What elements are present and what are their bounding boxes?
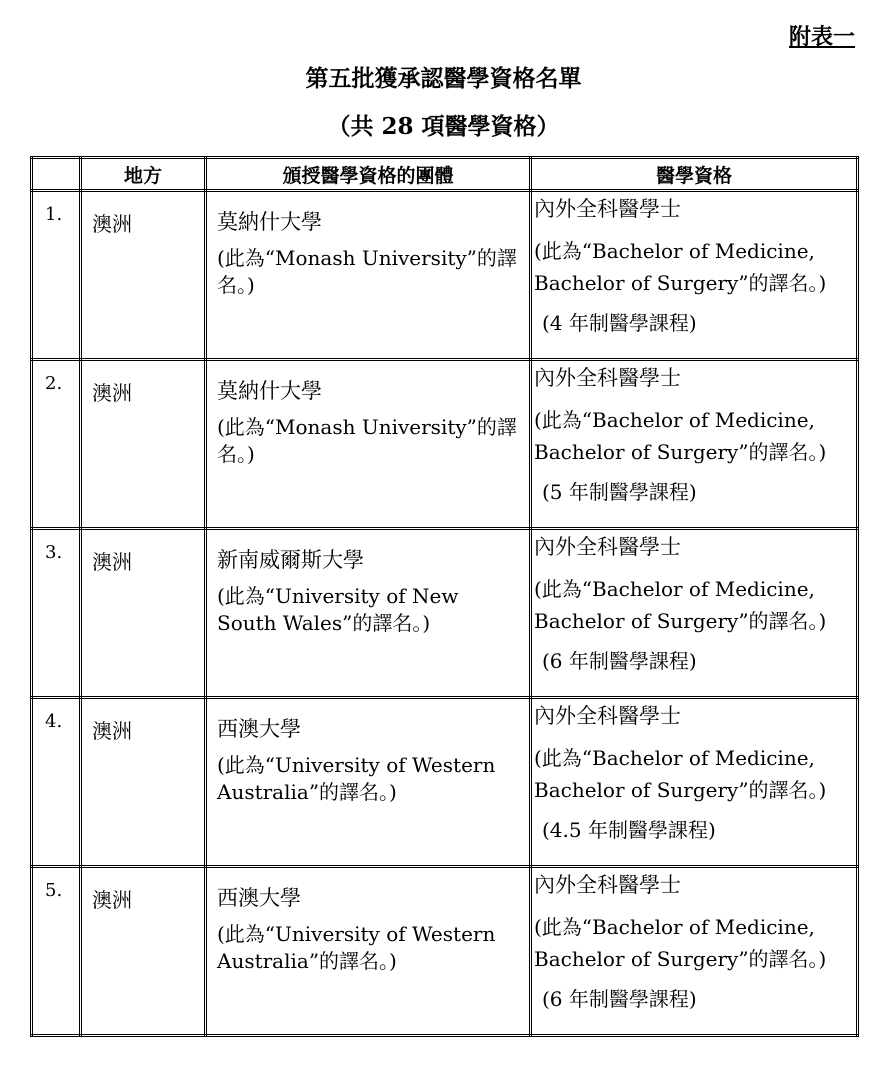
qualification-note: (此為“Bachelor of Medicine, Bachelor of Surgery”的譯名。) <box>534 577 827 634</box>
page-title: 第五批獲承認醫學資格名單 <box>305 65 582 92</box>
qualification-duration: (5 年制醫學課程) <box>542 480 697 505</box>
qualifications-table <box>30 156 859 1037</box>
row-number: 1. <box>45 204 63 225</box>
qualification-note: (此為“Bachelor of Medicine, Bachelor of Surgery”的譯名。) <box>534 239 827 296</box>
qualification-note: (此為“Bachelor of Medicine, Bachelor of Surgery”的譯名。) <box>534 915 827 972</box>
qualification-duration: (4.5 年制醫學課程) <box>542 818 716 843</box>
awarding-body-note: (此為“Monash University”的譯名。) <box>217 415 517 467</box>
row-location: 澳洲 <box>92 719 132 743</box>
qualification-note: (此為“Bachelor of Medicine, Bachelor of Surgery”的譯名。) <box>534 746 827 803</box>
header-number <box>32 158 81 191</box>
table-header-row <box>32 158 858 191</box>
header-awarding-body: 頒授醫學資格的團體 <box>206 158 531 191</box>
awarding-body-note: (此為“University of New South Wales”的譯名。) <box>217 584 459 636</box>
row-number: 5. <box>45 880 63 901</box>
row-location: 澳洲 <box>92 888 132 912</box>
page-subtitle: （共 28 項醫學資格） <box>327 113 560 140</box>
row-number: 3. <box>45 542 63 563</box>
qualification-name: 內外全科醫學士 <box>534 704 681 728</box>
qualification-name: 內外全科醫學士 <box>534 873 681 897</box>
awarding-body-note: (此為“Monash University”的譯名。) <box>217 246 517 298</box>
table-row <box>32 360 858 529</box>
qualification-duration: (6 年制醫學課程) <box>542 987 697 1012</box>
qualification-duration: (6 年制醫學課程) <box>542 649 697 674</box>
awarding-body-name: 西澳大學 <box>217 886 301 910</box>
row-number: 4. <box>45 711 63 732</box>
row-location: 澳洲 <box>92 381 132 405</box>
table-row <box>32 191 858 360</box>
row-location: 澳洲 <box>92 550 132 574</box>
qualification-note: (此為“Bachelor of Medicine, Bachelor of Surgery”的譯名。) <box>534 408 827 465</box>
row-location: 澳洲 <box>92 212 132 236</box>
qualification-name: 內外全科醫學士 <box>534 197 681 221</box>
table-row <box>32 698 858 867</box>
table-row <box>32 867 858 1036</box>
awarding-body-note: (此為“University of Western Australia”的譯名。) <box>217 753 496 805</box>
awarding-body-name: 莫納什大學 <box>217 379 322 403</box>
awarding-body-name: 新南威爾斯大學 <box>217 548 364 572</box>
awarding-body-note: (此為“University of Western Australia”的譯名。) <box>217 922 496 974</box>
awarding-body-name: 西澳大學 <box>217 717 301 741</box>
table-row <box>32 529 858 698</box>
qualification-name: 內外全科醫學士 <box>534 366 681 390</box>
awarding-body-name: 莫納什大學 <box>217 210 322 234</box>
header-location: 地方 <box>81 158 206 191</box>
qualification-duration: (4 年制醫學課程) <box>542 311 697 336</box>
header-qualification: 醫學資格 <box>531 158 858 191</box>
annex-label: 附表一 <box>788 24 855 50</box>
qualification-name: 內外全科醫學士 <box>534 535 681 559</box>
row-number: 2. <box>45 373 63 394</box>
